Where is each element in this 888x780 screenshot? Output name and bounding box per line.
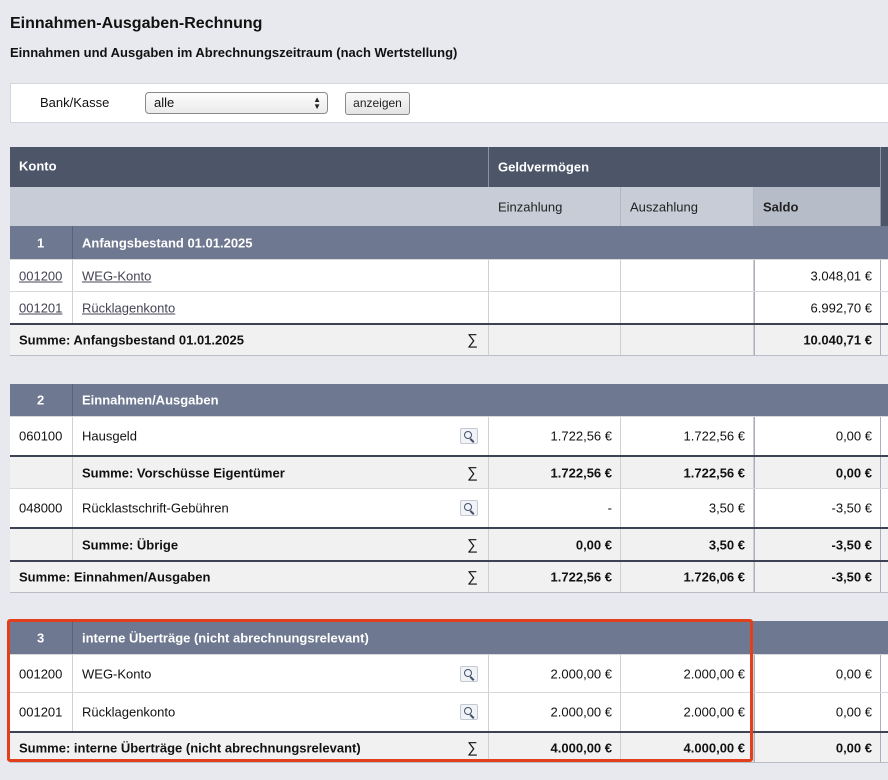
cell-auszahlung-text: 1.722,56 € [683,465,745,480]
cell-extra [880,260,888,291]
account-name [73,655,489,692]
subtotal-label-text: Summe: Übrige [82,537,179,552]
table-row [10,654,888,692]
cell-saldo-text: 0,00 € [835,465,872,480]
account-name-text: WEG-Konto [82,666,152,681]
cell-auszahlung [621,325,754,355]
section-number [10,226,73,259]
sum-sigma-icon: ∑ [467,568,478,586]
cell-auszahlung [621,529,754,560]
cell-auszahlung-text: 1.722,56 € [683,428,745,444]
cell-einzahlung-text: 1.722,56 € [550,465,612,480]
cell-auszahlung [621,562,754,592]
section-number-text: 2 [37,392,45,408]
cell-einzahlung-text: - [607,500,612,516]
cell-auszahlung-text: 1.726,06 € [683,569,745,585]
account-number-text: 001200 [19,666,63,681]
cell-einzahlung-text: 4.000,00 € [550,740,612,755]
cell-extra [880,562,888,592]
cell-saldo-text: 0,00 € [835,428,872,444]
account-number[interactable] [10,260,73,291]
total-row [10,323,888,356]
table-header-sub [10,187,888,226]
header-einzahlung-text: Einzahlung [498,199,563,214]
cell-auszahlung-text: 2.000,00 € [683,704,745,720]
account-number-text: 048000 [19,500,63,516]
cell-einzahlung [489,529,621,560]
cell-auszahlung [621,733,754,762]
total-label [10,562,489,592]
subtotal-label-text: Summe: Vorschüsse Eigentümer [82,465,285,480]
section-number-text: 1 [37,235,45,250]
account-name[interactable] [73,260,489,291]
cell-einzahlung-text: 0,00 € [575,537,612,552]
total-label [10,325,489,355]
cell-saldo-text: -3,50 € [831,569,872,585]
cell-einzahlung [489,260,621,291]
section-title-text: Einnahmen/Ausgaben [82,392,219,408]
account-name-text: WEG-Konto [82,268,152,283]
account-number-text: 060100 [19,428,63,444]
header-extra [880,147,888,187]
cell-saldo-text: 3.048,01 € [810,268,872,283]
cell-einzahlung [489,292,621,323]
cell-extra [880,489,888,527]
total-row [10,731,888,763]
cell-einzahlung [489,457,621,488]
cell-saldo [754,655,880,692]
account-number [10,693,73,731]
cell-saldo [754,489,880,527]
cell-saldo-text: -3,50 € [831,500,872,516]
account-name[interactable] [73,292,489,323]
cell-auszahlung [621,693,754,731]
sum-sigma-icon: ∑ [467,464,478,481]
account-number [10,417,73,455]
cell-auszahlung [621,292,754,323]
blank-cell [10,457,73,488]
cell-auszahlung [621,457,754,488]
account-name-text: Rücklagenkonto [82,704,176,720]
table-header-top [10,147,888,187]
account-name-text: Rücklastschrift-Gebühren [82,500,229,516]
section-header-3 [10,621,888,654]
cell-auszahlung-text: 4.000,00 € [683,740,745,755]
header-einzahlung [489,187,621,226]
section-number [10,384,73,416]
subtotal-label [73,457,489,488]
blank-cell [10,529,73,560]
section-extra [880,226,888,259]
cell-einzahlung-text: 2.000,00 € [550,666,612,681]
section-title-text: Anfangsbestand 01.01.2025 [82,235,253,250]
cell-saldo-text: 6.992,70 € [810,300,872,315]
total-label-text: Summe: interne Überträge (nicht abrechnungsrelevant) [19,740,361,755]
page-title: Einnahmen-Ausgaben-Rechnung [10,15,263,32]
cell-saldo-text: 10.040,71 € [803,332,872,348]
cell-extra [880,417,888,455]
table-row [10,291,888,323]
cell-auszahlung-text: 2.000,00 € [683,666,745,681]
account-number-text: 001201 [19,704,63,720]
section-header-1 [10,226,888,259]
cell-auszahlung [621,417,754,455]
cell-einzahlung-text: 1.722,56 € [550,569,612,585]
cell-auszahlung-text: 3,50 € [708,537,745,552]
header-extra-sub [880,187,888,226]
cell-saldo [754,733,880,762]
cell-extra [880,655,888,692]
cell-saldo [754,562,880,592]
cell-saldo-text: 0,00 € [835,666,872,681]
header-geldvermoegen [489,147,880,187]
cell-einzahlung [489,417,621,455]
cell-saldo [754,693,880,731]
bank-kasse-select-value: alle [154,95,175,110]
magnifier-icon[interactable] [460,428,478,444]
subtotal-row [10,455,888,488]
table-row [10,692,888,731]
section-title-text: interne Überträge (nicht abrechnungsrelevant) [82,630,369,645]
cell-saldo [754,292,880,323]
section-number-text: 3 [37,630,45,645]
section-title [73,384,880,416]
cell-saldo [754,260,880,291]
cell-extra [880,529,888,560]
header-konto-text: Konto [19,158,57,174]
cell-einzahlung-text: 1.722,56 € [550,428,612,444]
bank-kasse-select[interactable] [145,92,328,114]
header-saldo [754,187,880,226]
total-label-text: Summe: Einnahmen/Ausgaben [19,569,211,585]
section-title [73,621,880,654]
section-number [10,621,73,654]
account-number[interactable] [10,292,73,323]
cell-saldo [754,417,880,455]
cell-einzahlung [489,655,621,692]
sum-sigma-icon: ∑ [467,331,478,349]
select-arrows-icon: ▲ ▼ [313,95,321,111]
table-row [10,416,888,455]
cell-saldo [754,325,880,355]
table-row [10,488,888,527]
cell-einzahlung [489,693,621,731]
cell-extra [880,457,888,488]
account-name [73,693,489,731]
account-number-text: 001200 [19,268,63,283]
total-row [10,560,888,593]
account-name [73,417,489,455]
cell-auszahlung-text: 3,50 € [708,500,745,516]
cell-extra [880,693,888,731]
account-number-text: 001201 [19,300,63,315]
page-subtitle: Einnahmen und Ausgaben im Abrechnungszeitraum (nach Wertstellung) [10,45,458,60]
cell-saldo [754,529,880,560]
header-saldo-text: Saldo [763,199,799,214]
cell-saldo-text: -3,50 € [831,537,872,552]
subtotal-row [10,527,888,560]
magnifier-icon[interactable] [460,704,478,720]
cell-einzahlung [489,733,621,762]
sum-sigma-icon: ∑ [467,536,478,553]
table-row [10,259,888,291]
cell-saldo-text: 0,00 € [835,740,872,755]
cell-auszahlung [621,655,754,692]
cell-saldo-text: 0,00 € [835,704,872,720]
cell-einzahlung [489,562,621,592]
header-geldvermoegen-text: Geldvermögen [498,159,590,175]
magnifier-icon[interactable] [460,500,478,516]
total-label [10,733,489,762]
filter-bar [10,83,888,123]
sum-sigma-icon: ∑ [467,739,478,756]
account-name-text: Hausgeld [82,428,137,444]
cell-extra [880,325,888,355]
section-header-2 [10,384,888,416]
header-auszahlung [621,187,754,226]
cell-auszahlung [621,260,754,291]
cell-einzahlung [489,325,621,355]
bank-kasse-label: Bank/Kasse [40,95,110,110]
section-extra [880,621,888,654]
account-name [73,489,489,527]
cell-auszahlung [621,489,754,527]
cell-extra [880,733,888,762]
account-number [10,489,73,527]
magnifier-icon[interactable] [460,666,478,682]
section-extra [880,384,888,416]
show-button[interactable]: anzeigen [345,92,410,115]
header-auszahlung-text: Auszahlung [630,199,698,214]
cell-saldo [754,457,880,488]
cell-extra [880,292,888,323]
subtotal-label [73,529,489,560]
total-label-text: Summe: Anfangsbestand 01.01.2025 [19,332,244,348]
cell-einzahlung [489,489,621,527]
section-title [73,226,880,259]
account-number [10,655,73,692]
account-name-text: Rücklagenkonto [82,300,176,315]
cell-einzahlung-text: 2.000,00 € [550,704,612,720]
